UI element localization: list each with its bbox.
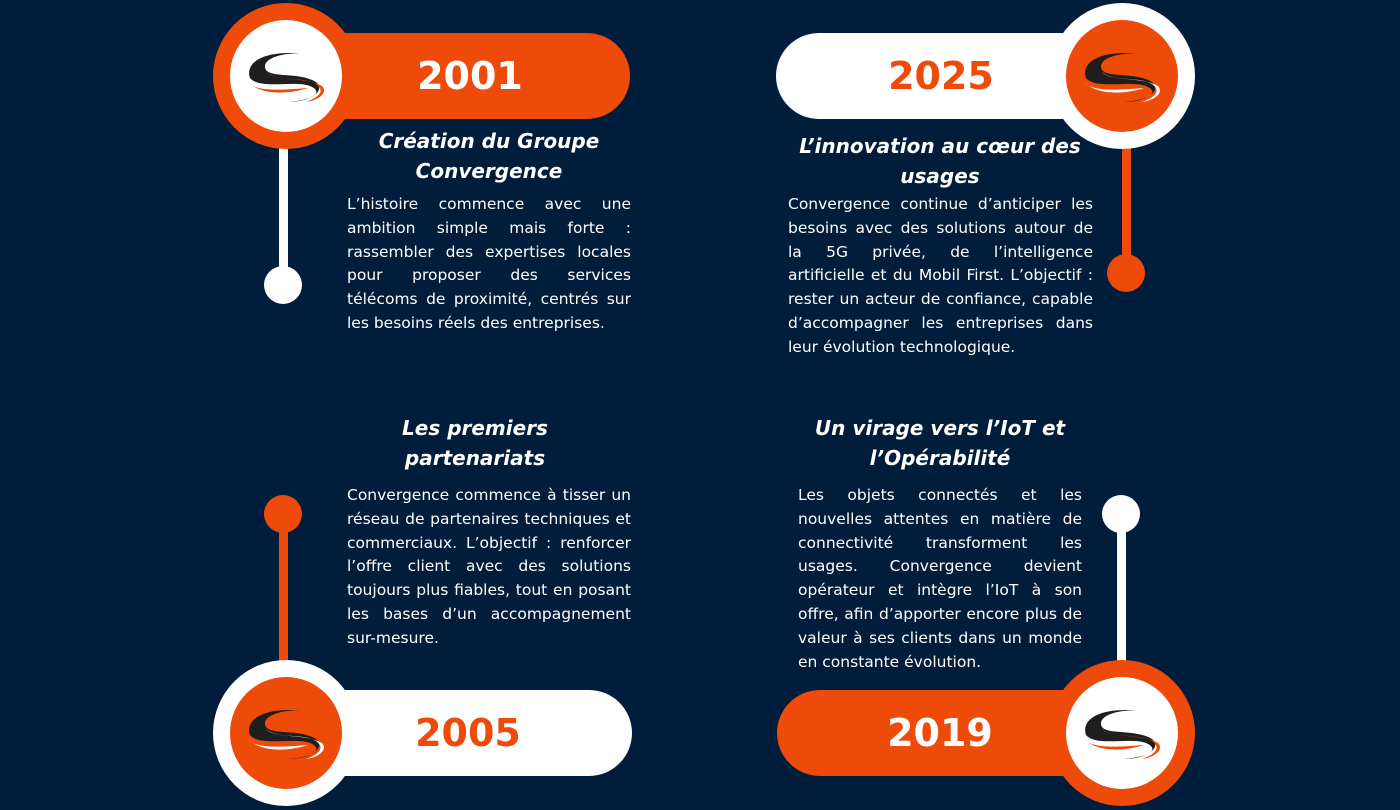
timeline-dot bbox=[1107, 254, 1145, 292]
logo-badge bbox=[213, 660, 359, 806]
logo-badge bbox=[1049, 660, 1195, 806]
milestone-title: Création du Groupe Convergence bbox=[378, 129, 600, 183]
milestone-title: Les premiers partenariats bbox=[402, 416, 548, 470]
milestone-text: L’histoire commence avec une ambition simple mais forte : rassembler des expertises locales pour proposer des services télécoms de proximité, centrés sur les besoins réels des entreprises. bbox=[347, 195, 631, 332]
milestone-text: Convergence continue d’anticiper les besoins avec des solutions autour de la 5G privée, de l’intelligence artificielle et du Mobil First. L’objectif : rester un acteur de confiance, capable d’accompagner les entreprises dans leur évolution technologique. bbox=[788, 195, 1093, 356]
milestone-title: Un virage vers l’IoT et l’Opérabilité bbox=[814, 416, 1066, 470]
timeline-dot bbox=[264, 266, 302, 304]
timeline-dot bbox=[1102, 495, 1140, 533]
year-label: 2005 bbox=[415, 711, 521, 755]
year-label: 2025 bbox=[888, 54, 994, 98]
logo-icon bbox=[230, 20, 342, 132]
milestone-text: Les objets connectés et les nouvelles attentes en matière de connectivité transforment les usages. Convergence devient opérateur et intègre l’IoT à son offre, afin d’apporter encore plus de valeur à ses clients dans un monde en constante évolution. bbox=[798, 486, 1082, 671]
logo-badge bbox=[1049, 3, 1195, 149]
year-label: 2019 bbox=[887, 711, 993, 755]
milestone-text: Convergence commence à tisser un réseau de partenaires techniques et commerciaux. L’objectif : renforcer l’offre client avec des solutions toujours plus fiables, tout en posant les bases d’un accompagnement sur-mesure. bbox=[347, 486, 631, 647]
logo-badge bbox=[213, 3, 359, 149]
logo-icon bbox=[230, 677, 342, 789]
year-label: 2001 bbox=[417, 54, 523, 98]
logo-icon bbox=[1066, 677, 1178, 789]
milestone-title: L’innovation au cœur des usages bbox=[799, 134, 1081, 188]
logo-icon bbox=[1066, 20, 1178, 132]
timeline-dot bbox=[264, 495, 302, 533]
